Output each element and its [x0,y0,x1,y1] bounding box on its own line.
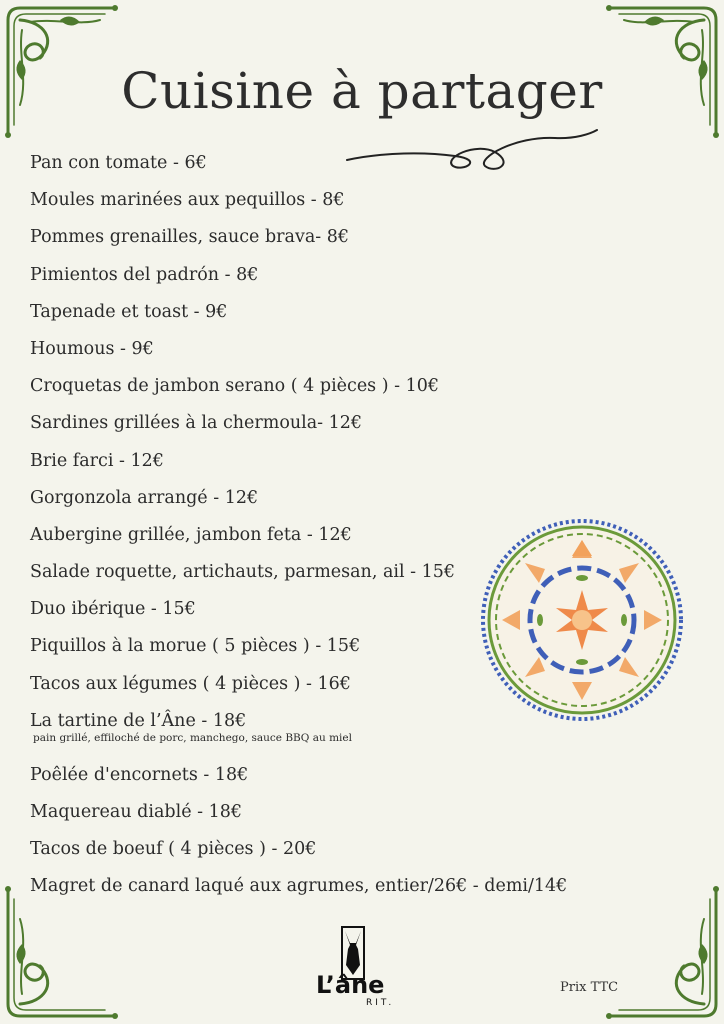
logo-subtext: RIT. [366,998,395,1007]
price-note: Prix TTC [560,980,619,995]
decorative-plate [480,518,684,722]
menu-item: Pommes grenailles, sauce brava- 8€ [30,227,350,248]
corner-ornament-bottom-right [604,884,724,1024]
menu-item: Tacos aux légumes ( 4 pièces ) - 16€ [30,673,351,694]
menu-item: Croquetas de jambon serano ( 4 pièces ) - 10€ [30,376,439,397]
menu-item: Poêlée d'encornets - 18€ [30,764,249,785]
menu-item: Gorgonzola arrangé - 12€ [30,487,259,508]
menu-item: Pan con tomate - 6€ [30,153,207,173]
menu-item: Brie farci - 12€ [30,450,164,471]
menu-item: Tacos de boeuf ( 4 pièces ) - 20€ [30,839,317,860]
menu-item: Salade roquette, artichauts, parmesan, ail - 15€ [30,562,456,583]
menu-item: Piquillos à la morue ( 5 pièces ) - 15€ [30,636,361,657]
page-title: Cuisine à partager [121,62,603,120]
menu-item: Aubergine grillée, jambon feta - 12€ [30,524,352,545]
logo-wordmark: L’âne [316,971,385,999]
menu-item: Sardines grillées à la chermoula- 12€ [30,413,363,434]
logo [312,925,422,1007]
menu-item: Maquereau diablé - 18€ [30,802,242,822]
menu-item: Magret de canard laqué aux agrumes, entier/26€ - demi/14€ [30,876,568,897]
menu-item: Moules marinées aux pequillos - 8€ [30,190,345,211]
menu-item: Pimientos del padrón - 8€ [30,264,259,285]
menu-item: Houmous - 9€ [30,338,154,359]
menu-item-name: La tartine de l’Âne - 18€ [30,710,247,731]
menu-item: Tapenade et toast - 9€ [30,301,228,322]
menu-item-description: pain grillé, effiloché de porc, manchego, sauce BBQ au miel [33,731,352,744]
menu-item: Duo ibérique - 15€ [30,599,196,620]
